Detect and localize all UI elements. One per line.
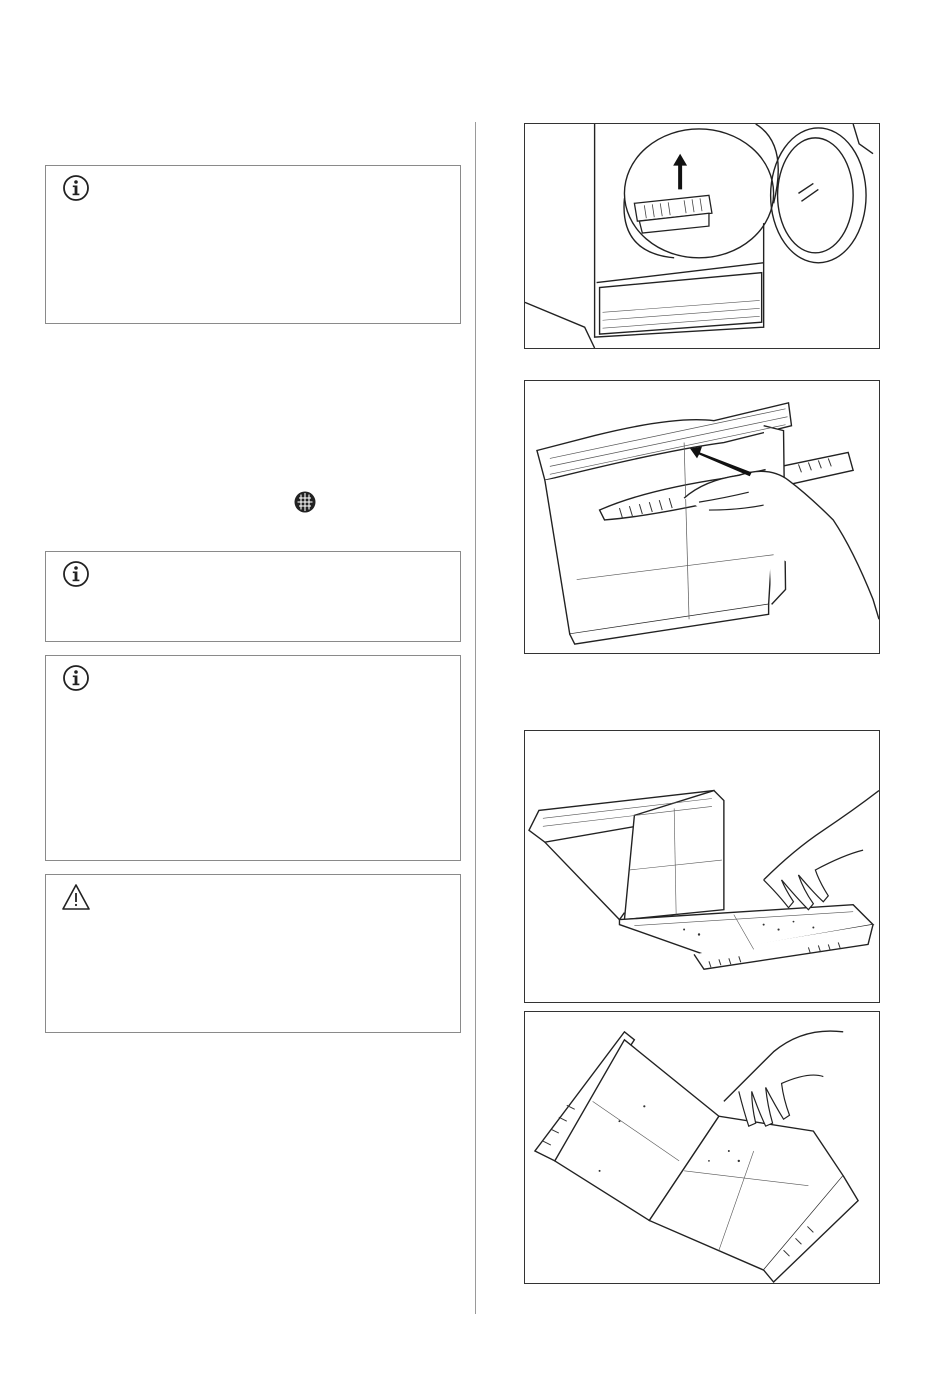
column-divider [475,122,476,1314]
info-note-3 [45,655,461,861]
warning-icon [60,881,92,913]
figure-filter-open [524,730,880,1003]
info-icon [60,662,92,694]
filter-symbol-icon [293,490,317,514]
figure-filter-removal [524,123,880,349]
figure-filter-cleaning [524,1011,880,1284]
info-icon [60,558,92,590]
info-icon [60,172,92,204]
info-note-1 [45,165,461,324]
warning-note [45,874,461,1033]
info-note-2 [45,551,461,642]
figure-filter-opening [524,380,880,654]
